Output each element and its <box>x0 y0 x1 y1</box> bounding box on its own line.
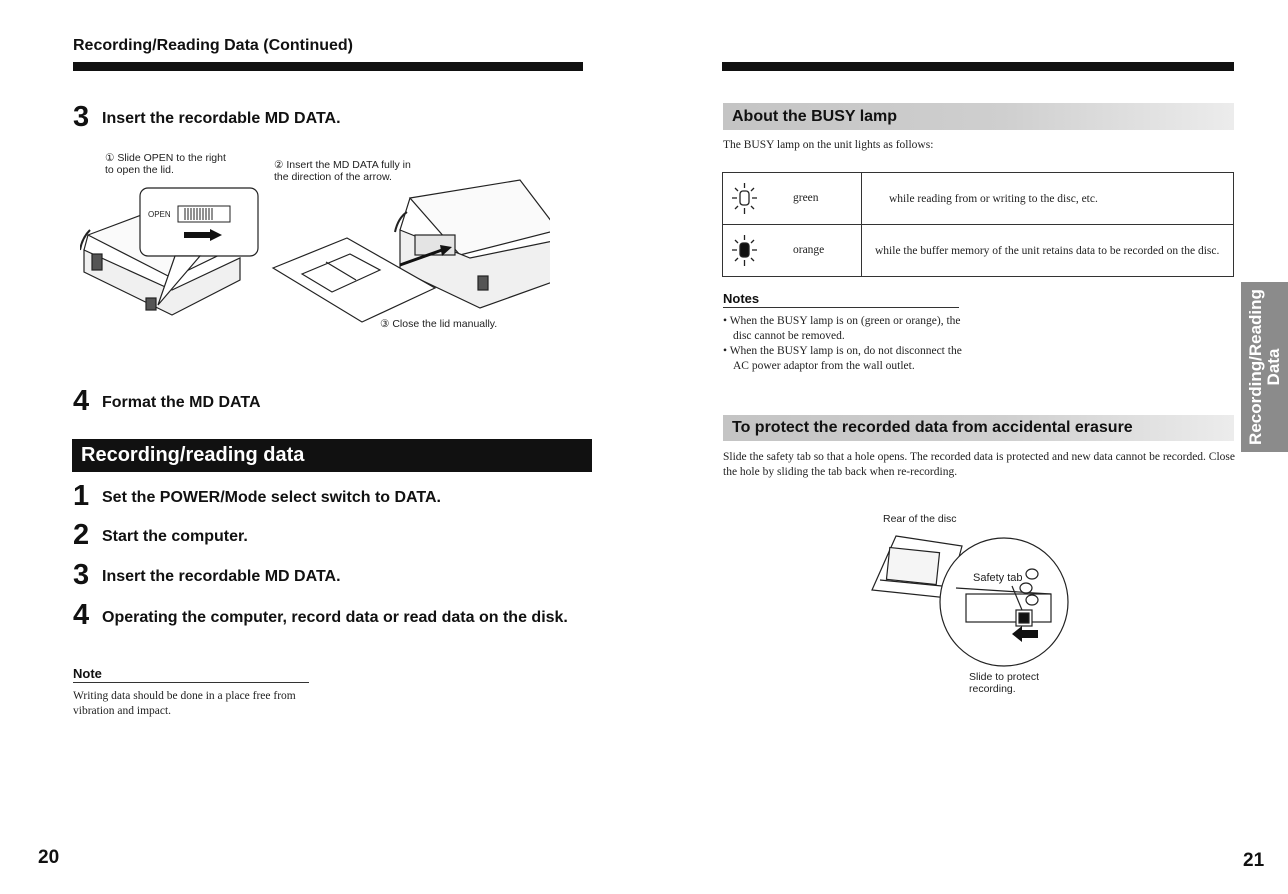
circled-two: ② <box>274 159 284 171</box>
busy-intro: The BUSY lamp on the unit lights as follows: <box>723 139 934 151</box>
step-3-insert <box>73 101 341 133</box>
note-item: • When the BUSY lamp is on (green or orange), the disc cannot be removed. <box>723 315 961 342</box>
step-number: 2 <box>73 519 90 551</box>
lamp-color-label: green <box>793 192 819 204</box>
note-title: Note <box>73 666 102 681</box>
step-number: 3 <box>73 559 90 591</box>
page-number-left: 20 <box>38 847 60 868</box>
page-header-title: Recording/Reading Data (Continued) <box>73 37 353 54</box>
safety-tab-label: Safety tab <box>973 572 1023 584</box>
step-4 <box>73 599 568 631</box>
caption-1: ① Slide OPEN to the right to open the lid. <box>105 152 226 176</box>
section-side-tab <box>1241 282 1288 452</box>
note-text: Writing data should be done in a place free from vibration and impact. <box>73 690 296 717</box>
step-number: 3 <box>73 101 90 133</box>
lamp-description: while the buffer memory of the unit retains data to be recorded on the disc. <box>862 225 1234 277</box>
step-number: 4 <box>73 385 90 417</box>
lamp-on-icon <box>729 233 761 269</box>
rear-of-disc-label: Rear of the disc <box>883 513 957 525</box>
caption-3: ③ Close the lid manually. <box>380 318 498 330</box>
step-4-format <box>73 385 261 417</box>
caption-2: ② Insert the MD DATA fully in the direction of the arrow. <box>274 159 411 183</box>
step-text: Insert the recordable MD DATA. <box>102 568 341 585</box>
step-number: 1 <box>73 480 90 512</box>
side-tab-label: Recording/Reading Data <box>1245 289 1283 445</box>
step-text: Format the MD DATA <box>102 394 261 411</box>
header-rule-right <box>722 62 1234 71</box>
notes-divider <box>723 307 959 308</box>
notes-list <box>723 314 963 374</box>
open-switch-label: OPEN <box>148 210 171 219</box>
lamp-description: while reading from or writing to the disc, etc. <box>862 173 1234 225</box>
step-2 <box>73 519 248 551</box>
step-1 <box>73 480 441 512</box>
lamp-cell <box>723 173 862 225</box>
step-text: Insert the recordable MD DATA. <box>102 110 341 127</box>
step-3 <box>73 559 341 591</box>
header-rule-left <box>73 62 583 71</box>
step-text: Operating the computer, record data or read data on the disk. <box>102 609 568 626</box>
protect-heading: To protect the recorded data from accidental erasure <box>723 415 1234 441</box>
lamp-cell <box>723 225 862 277</box>
note-divider <box>73 682 309 683</box>
notes-title: Notes <box>723 291 760 306</box>
protect-text: Slide the safety tab so that a hole opens. The recorded data is protected and new data cannot be recorded. Close the hole by sliding the tab back when re-recording. <box>723 451 1235 478</box>
lamp-row-green <box>723 173 1234 225</box>
lamp-off-icon <box>729 181 761 217</box>
busy-lamp-heading: About the BUSY lamp <box>723 103 1234 130</box>
page-number-right: 21 <box>1243 850 1265 871</box>
safety-tab-illustration <box>866 528 1081 668</box>
circled-one: ① <box>105 152 115 164</box>
step-number: 4 <box>73 599 90 631</box>
note-item: • When the BUSY lamp is on, do not disconnect the AC power adaptor from the wall outlet. <box>723 345 962 372</box>
step-text: Set the POWER/Mode select switch to DATA. <box>102 489 441 506</box>
circled-three: ③ <box>380 318 390 330</box>
lamp-row-orange <box>723 225 1234 277</box>
slide-to-protect-label: Slide to protect recording. <box>969 671 1040 695</box>
section-heading: Recording/reading data <box>72 439 592 472</box>
step-text: Start the computer. <box>102 528 248 545</box>
insert-disc-figure <box>80 150 550 340</box>
lamp-color-label: orange <box>793 244 825 256</box>
busy-lamp-table <box>722 172 1234 277</box>
unit-illustration <box>80 150 550 340</box>
